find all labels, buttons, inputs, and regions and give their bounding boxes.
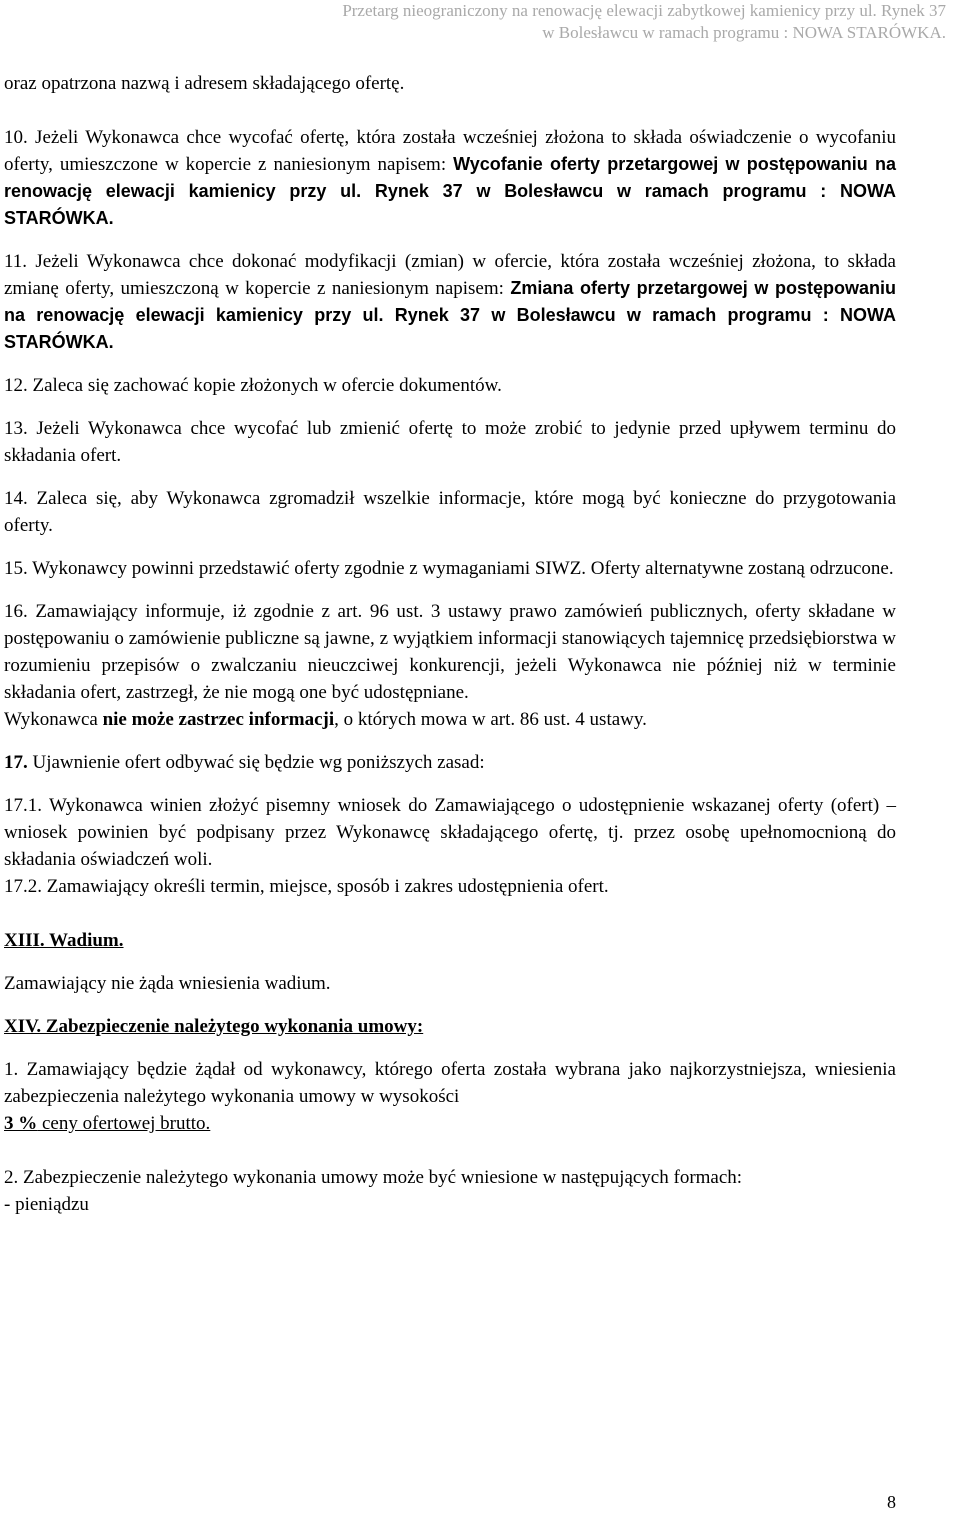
header-line-1: Przetarg nieograniczony na renowację elewacji zabytkowej kamienicy przy ul. Rynek 37 [342,1,946,20]
zabezpieczenie-percent: 3 % [4,1113,38,1134]
header-line-2: w Bolesławcu w ramach programu : NOWA STARÓWKA. [542,23,946,42]
paragraph-17-1: 17.1. Wykonawca winien złożyć pisemny wniosek do Zamawiającego o udostępnienie wskazanej oferty (ofert) – wniosek powinien być podpisany przez Wykonawcę składającego ofertę, tj. przez osobę upełnomocnioną do składania oświadczeń woli. [4,795,896,870]
reservation-text-pre: Wykonawca [4,709,103,730]
paragraph-15: 15. Wykonawcy powinni przedstawić oferty zgodnie z wymaganiami SIWZ. Oferty alternatywne zostaną odrzucone. [4,558,894,579]
running-header [342,0,946,44]
reservation-bold: nie może zastrzec informacji [102,709,335,730]
zabezpieczenie-point-2: 2. Zabezpieczenie należytego wykonania umowy może być wniesione w następujących formach: [4,1167,743,1188]
document-body [4,70,896,1218]
wadium-paragraph: Zamawiający nie żąda wniesienia wadium. [4,973,331,994]
paragraph-11 [4,248,896,356]
intro-paragraph: oraz opatrzona nazwą i adresem składającego ofertę. [4,73,405,94]
zabezpieczenie-point-1-text: 1. Zamawiający będzie żądał od wykonawcy, którego oferta została wybrana jako najkorzystniejsza, wniesienia zabezpieczenia należytego wykonania umowy w wysokości [4,1059,896,1107]
section-heading-wadium [4,927,896,954]
paragraph-12: 12. Zaleca się zachować kopie złożonych w ofercie dokumentów. [4,375,502,396]
paragraph-17-text: Ujawnienie ofert odbywać się będzie wg poniższych zasad: [27,752,485,773]
paragraph-11-text: 11. Jeżeli Wykonawca chce dokonać modyfikacji (zmian) w ofercie, która została wcześniej złożona, to składa zmianę oferty, umieszczoną w kopercie z naniesionym napisem: [4,251,896,299]
paragraph-17 [4,749,896,776]
paragraph-10-text: 10. Jeżeli Wykonawca chce wycofać ofertę, która została wcześniej złożona to składa oświadczenie o wycofaniu oferty, umieszczone w kopercie z naniesionym napisem: [4,127,896,175]
paragraph-16-reservation [4,706,896,733]
paragraph-10 [4,124,896,232]
paragraph-13: 13. Jeżeli Wykonawca chce wycofać lub zmienić ofertę to może zrobić to jedynie przed upływem terminu do składania ofert. [4,418,896,466]
zabezpieczenie-point-1 [4,1056,896,1110]
paragraph-17-number: 17. [4,752,28,773]
section-heading-zabezpieczenie-text: XIV. Zabezpieczenie należytego wykonania umowy: [4,1016,424,1037]
paragraph-16: 16. Zamawiający informuje, iż zgodnie z art. 96 ust. 3 ustawy prawo zamówień publicznych, oferty składane w postępowaniu o zamówienie publiczne są jawne, z wyjątkiem informacji stanowiących tajemnicę przedsiębiorstwa w rozumieniu przepisów o zwalczaniu nieuczciwej konkurencji, jeżeli Wykonawca nie później niż w terminie składania ofert, zastrzegł, że nie mogą one być udostępniane. [4,601,896,703]
section-heading-zabezpieczenie [4,1013,896,1040]
zabezpieczenie-amount [4,1110,896,1137]
paragraph-17-2: 17.2. Zamawiający określi termin, miejsce, sposób i zakres udostępnienia ofert. [4,876,609,897]
reservation-text-post: , o których mowa w art. 86 ust. 4 ustawy. [334,709,647,730]
section-heading-wadium-text: XIII. Wadium. [4,930,124,951]
page-number: 8 [887,1492,896,1512]
paragraph-14: 14. Zaleca się, aby Wykonawca zgromadził wszelkie informacje, które mogą być konieczne do przygotowania oferty. [4,488,896,536]
zabezpieczenie-amount-text: ceny ofertowej brutto. [37,1113,211,1134]
zabezpieczenie-form-item: - pieniądzu [4,1194,89,1215]
paragraph-11-label: Zmiana oferty przetargowej w postępowaniu na renowację elewacji kamienicy przy ul. Rynek 37 w Bolesławcu w ramach programu : NOWA STARÓWKA. [4,278,897,352]
paragraph-10-label: Wycofanie oferty przetargowej w postępowaniu na renowację elewacji kamienicy przy ul. Rynek 37 w Bolesławcu w ramach programu : NOWA STARÓWKA. [4,154,896,228]
